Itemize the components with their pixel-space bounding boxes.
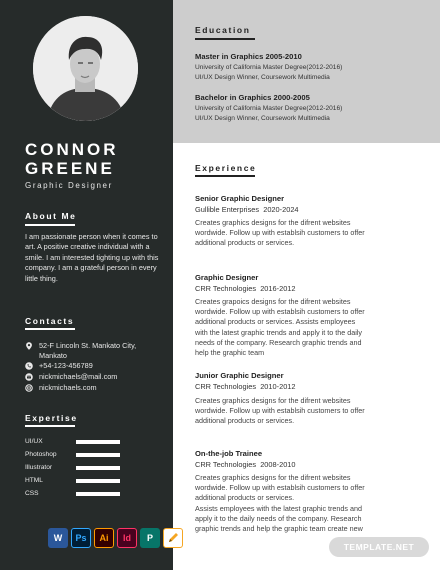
- job-company: [195, 284, 296, 293]
- profile-photo: [33, 16, 138, 121]
- education-line: University of California Master Degree(2012-2016): [195, 105, 343, 112]
- description-line: additional products or services.: [195, 493, 295, 503]
- education-title: Bachelor in Graphics 2000-2005: [195, 93, 310, 102]
- expertise-heading: Expertise: [25, 413, 78, 423]
- company-name: Gullible Enterprises: [195, 205, 260, 214]
- contacts-heading: Contacts: [25, 316, 75, 326]
- description-line: wordwide. Follow up with establsih customers to offer: [195, 483, 365, 493]
- about-heading: About Me: [25, 211, 77, 221]
- skill-bar: [76, 466, 120, 470]
- job-description: [195, 473, 395, 534]
- education-details: [195, 63, 342, 83]
- company-name: CRR Technologies: [195, 382, 257, 391]
- job-years: 2010-2012: [260, 382, 296, 391]
- job-years: 2020-2024: [263, 205, 299, 214]
- contact-email: [25, 372, 117, 382]
- contacts-divider: [25, 328, 75, 330]
- job-years: 2008-2010: [260, 460, 296, 469]
- job-company: [195, 382, 296, 391]
- name: [25, 140, 119, 178]
- description-line: Creates grapoics designs for the difrent websites: [195, 297, 351, 306]
- description-line: additional products or services.: [195, 416, 295, 426]
- contact-website: [25, 383, 97, 393]
- job-company: [195, 460, 296, 469]
- job-title: Graphic Designer: [195, 273, 259, 282]
- job-description: [195, 218, 395, 249]
- skill-bar: [76, 492, 120, 496]
- education-line: UI/UX Design Winner, Coursework Multimedia: [195, 74, 330, 81]
- email-icon: [25, 373, 33, 381]
- email-address[interactable]: nickmichaels@mail.com: [39, 372, 118, 381]
- description-line: Creates graphics designs for the difrent websites: [195, 396, 351, 405]
- skill-label: HTML: [25, 477, 43, 484]
- description-line: Creates graphics designs for the difrent websites: [195, 218, 351, 227]
- description-line: wordwide. Follow up with establsih customers to offer: [195, 406, 365, 416]
- location-icon: [25, 342, 33, 350]
- company-name: CRR Technologies: [195, 460, 257, 469]
- experience-divider: [195, 175, 255, 177]
- education-title: Master in Graphics 2005-2010: [195, 52, 302, 61]
- description-line: help the graphic team: [195, 348, 265, 358]
- contact-address: [25, 341, 136, 361]
- skill-bar: [76, 479, 120, 483]
- contact-phone: [25, 361, 93, 371]
- description-line: graphic trends and help the graphic team create new: [195, 524, 363, 534]
- education-line: UI/UX Design Winner, Coursework Multimedia: [195, 115, 330, 122]
- illustrator-icon: Ai: [94, 528, 114, 548]
- phone-icon: [25, 362, 33, 370]
- description-line: additional products or services.: [195, 238, 295, 248]
- about-divider: [25, 224, 75, 226]
- description-line: additional products or services. Assists employees: [195, 317, 356, 327]
- job-title: Senior Graphic Designer: [195, 194, 285, 203]
- publisher-icon: P: [140, 528, 160, 548]
- skill-label: Illustrator: [25, 464, 53, 471]
- education-divider: [195, 38, 255, 40]
- indesign-icon: Id: [117, 528, 137, 548]
- expertise-divider: [25, 425, 75, 427]
- word-icon: W: [48, 528, 68, 548]
- address-line-1: 52-F Lincoln St. Mankato City,: [39, 341, 137, 350]
- description-line: Creates graphics designs for the difrent websites: [195, 473, 351, 482]
- pages-icon: [163, 528, 183, 548]
- photoshop-icon: Ps: [71, 528, 91, 548]
- software-icons: [48, 528, 183, 548]
- last-name: GREENE: [25, 159, 115, 178]
- job-years: 2016-2012: [260, 284, 296, 293]
- description-line: Assists employees with the latest graphic trends and: [195, 503, 362, 513]
- watermark-badge: TEMPLATE.NET: [329, 537, 429, 557]
- skill-label: Photoshop: [25, 451, 57, 458]
- skill-bar: [76, 440, 120, 444]
- address-line-2: Mankato: [39, 351, 67, 360]
- job-title: Junior Graphic Designer: [195, 371, 284, 380]
- first-name: CONNOR: [25, 140, 119, 159]
- job-company: [195, 205, 299, 214]
- company-name: CRR Technologies: [195, 284, 257, 293]
- person-portrait-icon: [33, 16, 138, 121]
- job-description: [195, 396, 395, 427]
- description-line: wordwide. Follow up with establsih customers to offer: [195, 228, 365, 238]
- experience-heading: Experience: [195, 163, 257, 173]
- job-description: [195, 297, 395, 358]
- education-details: [195, 104, 342, 124]
- website-url[interactable]: nickmichaels.com: [39, 383, 97, 392]
- education-heading: Education: [195, 25, 251, 35]
- description-line: needs of the company. Research graphic trends and: [195, 337, 362, 347]
- skill-bar: [76, 453, 120, 457]
- job-title: On-the-job Trainee: [195, 449, 263, 458]
- education-line: University of California Master Degree(2012-2016): [195, 64, 343, 71]
- description-line: with the latest graphic trends and apply it to the daily: [195, 327, 363, 337]
- about-text: I am passionate person when it comes to art. A positive creative individual with a smile. I am interested tighting up with this company. I am a grateful person in every little thing.: [25, 232, 159, 283]
- phone-number: +54-123-456789: [39, 361, 93, 370]
- globe-icon: [25, 384, 33, 392]
- sidebar: [0, 0, 173, 570]
- skill-label: UI/UX: [25, 438, 43, 445]
- skill-label: CSS: [25, 490, 39, 497]
- description-line: apply it to the daily needs of the company. Research: [195, 513, 362, 523]
- description-line: wordwide. Follow up with establsih customers to offer: [195, 307, 365, 317]
- job-role: Graphic Designer: [25, 181, 113, 190]
